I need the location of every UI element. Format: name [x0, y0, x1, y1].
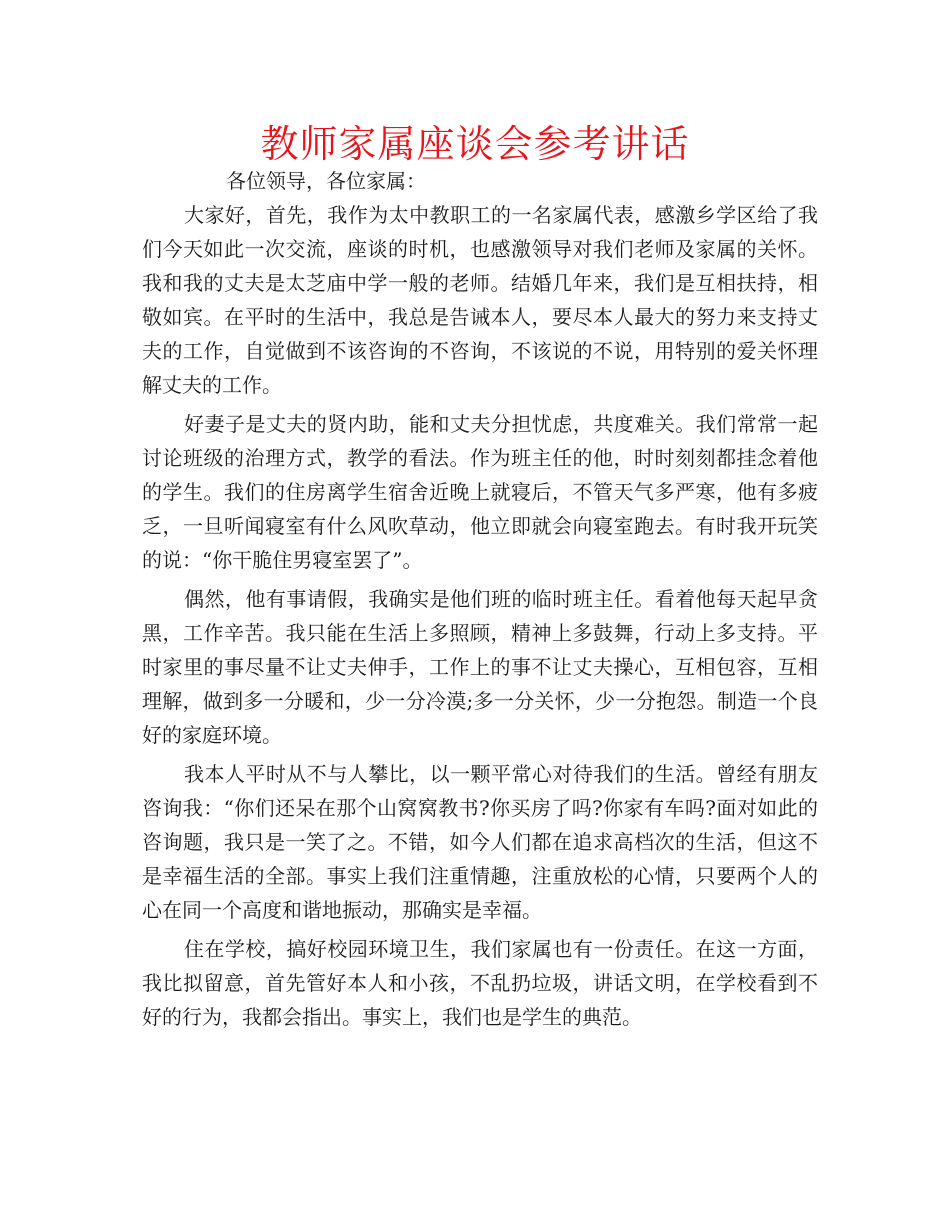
paragraph-5: 住在学校，搞好校园环境卫生，我们家属也有一份责任。在这一方面，我比拟留意，首先管好本人和小孩，不乱扔垃圾，讲话文明，在学校看到不好的行为，我都会指出。事实上，我们也是学生的典范。 [142, 937, 818, 1029]
paragraph-2: 好妻子是丈夫的贤内助，能和丈夫分担忧虑，共度难关。我们常常一起讨论班级的治理方式，教学的看法。作为班主任的他，时时刻刻都挂念着他的学生。我们的住房离学生宿舍近晚上就寝后，不管天气多严寒，他有多疲乏，一旦听闻寝室有什么风吹草动，他立即就会向寝室跑去。有时我开玩笑的说：“你干脆住男寝室罢了”。 [142, 412, 818, 572]
paragraph-4: 我本人平时从不与人攀比，以一颗平常心对待我们的生活。曾经有朋友咨询我：“你们还呆在那个山窝窝教书?你买房了吗?你家有车吗?面对如此的咨询题，我只是一笑了之。不错，如今人们都在追求高档次的生活，但这不是幸福生活的全部。事实上我们注重情趣，注重放松的心情，只要两个人的心在同一个高度和谐地振动，那确实是幸福。 [142, 762, 818, 922]
paragraph-3: 偶然，他有事请假，我确实是他们班的临时班主任。看着他每天起早贪黑，工作辛苦。我只能在生活上多照顾，精神上多鼓舞，行动上多支持。平时家里的事尽量不让丈夫伸手，工作上的事不让丈夫操心，互相包容，互相理解，做到多一分暖和，少一分冷漠;多一分关怀，少一分抱怨。制造一个良好的家庭环境。 [142, 587, 818, 747]
paragraph-1: 大家好，首先，我作为太中教职工的一名家属代表，感激乡学区给了我们今天如此一次交流，座谈的时机，也感激领导对我们老师及家属的关怀。我和我的丈夫是太芝庙中学一般的老师。结婚几年来，我们是互相扶持，相敬如宾。在平时的生活中，我总是告诫本人，要尽本人最大的努力来支持丈夫的工作，自觉做到不该咨询的不咨询，不该说的不说，用特别的爱关怀理解丈夫的工作。 [142, 203, 818, 397]
document-body [142, 166, 818, 1039]
salutation: 各位领导，各位家属： [226, 169, 426, 193]
document-title: 教师家属座谈会参考讲话 [260, 122, 690, 166]
